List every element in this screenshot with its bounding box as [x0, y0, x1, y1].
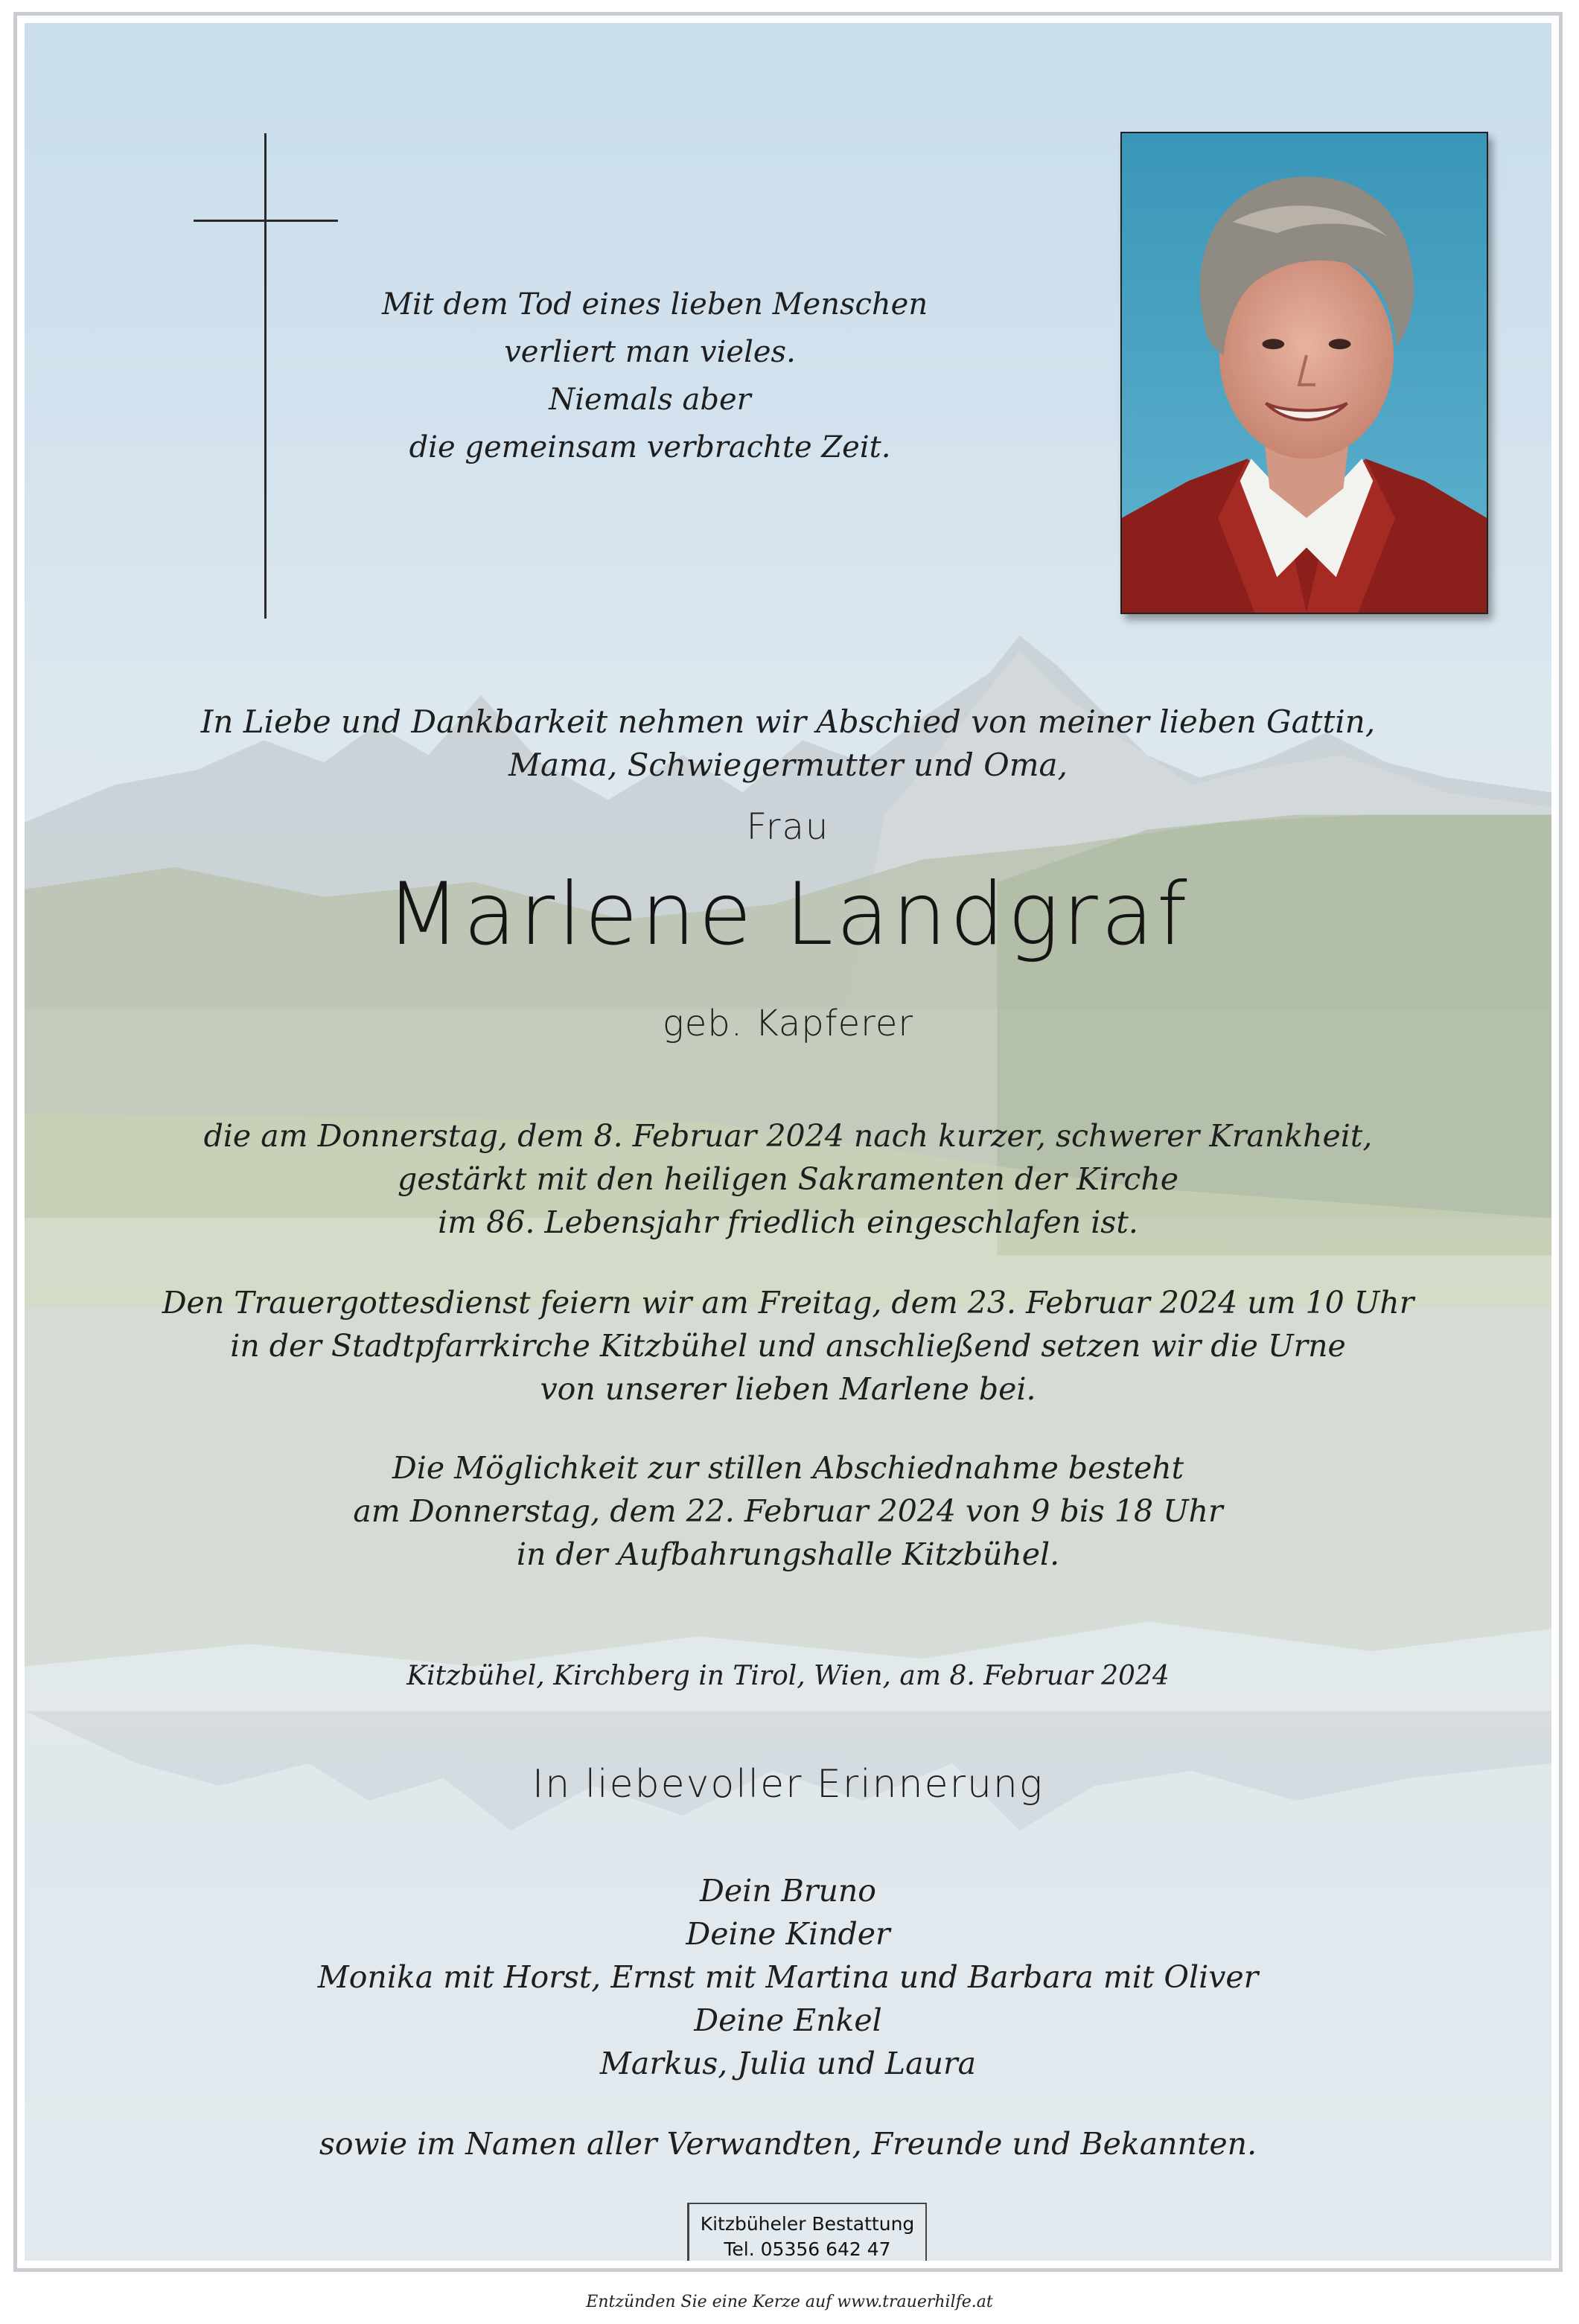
- funeral-info: [25, 1281, 1551, 1411]
- intro-line: Mama, Schwiegermutter und Oma,: [508, 747, 1068, 783]
- closing-line: sowie im Namen aller Verwandten, Freunde und Bekannten.: [319, 2126, 1257, 2162]
- notice-card: [25, 23, 1551, 2261]
- family-list: [25, 1869, 1551, 2085]
- death-notice: [25, 1114, 1551, 1244]
- place-date: Kitzbühel, Kirchberg in Tirol, Wien, am 8. Februar 2024: [406, 1661, 1170, 1691]
- farewell-line: in der Aufbahrungshalle Kitzbühel.: [516, 1536, 1060, 1572]
- farewell-line: Die Möglichkeit zur stillen Abschiednahme besteht: [392, 1450, 1184, 1486]
- motto: [382, 281, 928, 471]
- death-notice-line: im 86. Lebensjahr friedlich eingeschlafen ist.: [438, 1204, 1138, 1240]
- salutation: Frau: [746, 806, 830, 848]
- undertaker-name: Kitzbüheler Bestattung: [700, 2213, 915, 2235]
- family-line: Deine Enkel: [694, 2002, 882, 2038]
- funeral-line: Den Trauergottesdienst feiern wir am Freitag, dem 23. Februar 2024 um 10 Uhr: [162, 1285, 1414, 1321]
- memory-heading: In liebevoller Erinnerung: [532, 1762, 1044, 1807]
- cross-horizontal: [194, 220, 338, 222]
- family-line: Deine Kinder: [686, 1916, 890, 1952]
- motto-line: Mit dem Tod eines lieben Menschen: [382, 287, 928, 322]
- portrait-photo: [1120, 132, 1488, 614]
- intro-text: [25, 700, 1551, 787]
- motto-line: verliert man vieles.: [504, 335, 796, 369]
- undertaker-stamp: [687, 2203, 927, 2261]
- farewell-line: am Donnerstag, dem 22. Februar 2024 von 9 bis 18 Uhr: [353, 1493, 1223, 1529]
- intro-line: In Liebe und Dankbarkeit nehmen wir Abschied von meiner lieben Gattin,: [200, 703, 1376, 740]
- family-line: Dein Bruno: [700, 1873, 876, 1909]
- undertaker-phone: Tel. 05356 642 47: [724, 2238, 891, 2260]
- family-line: Markus, Julia und Laura: [599, 2046, 977, 2081]
- deceased-name: Marlene Landgraf: [386, 864, 1190, 965]
- portrait-image: [1122, 133, 1487, 613]
- funeral-line: von unserer lieben Marlene bei.: [540, 1371, 1036, 1407]
- footer-link-text: Entzünden Sie eine Kerze auf www.trauerhilfe.at: [586, 2293, 993, 2311]
- farewell-info: [25, 1446, 1551, 1576]
- death-notice-line: gestärkt mit den heiligen Sakramenten der Kirche: [397, 1161, 1179, 1197]
- funeral-line: in der Stadtpfarrkirche Kitzbühel und anschließend setzen wir die Urne: [230, 1328, 1346, 1364]
- cross-vertical: [264, 133, 267, 619]
- notice-frame: [13, 12, 1563, 2272]
- maiden-name: geb. Kapferer: [662, 1003, 914, 1044]
- death-notice-line: die am Donnerstag, dem 8. Februar 2024 nach kurzer, schwerer Krankheit,: [203, 1118, 1373, 1154]
- family-line: Monika mit Horst, Ernst mit Martina und Barbara mit Oliver: [317, 1959, 1259, 1995]
- motto-line: Niemals aber: [549, 383, 751, 417]
- motto-line: die gemeinsam verbrachte Zeit.: [409, 430, 891, 465]
